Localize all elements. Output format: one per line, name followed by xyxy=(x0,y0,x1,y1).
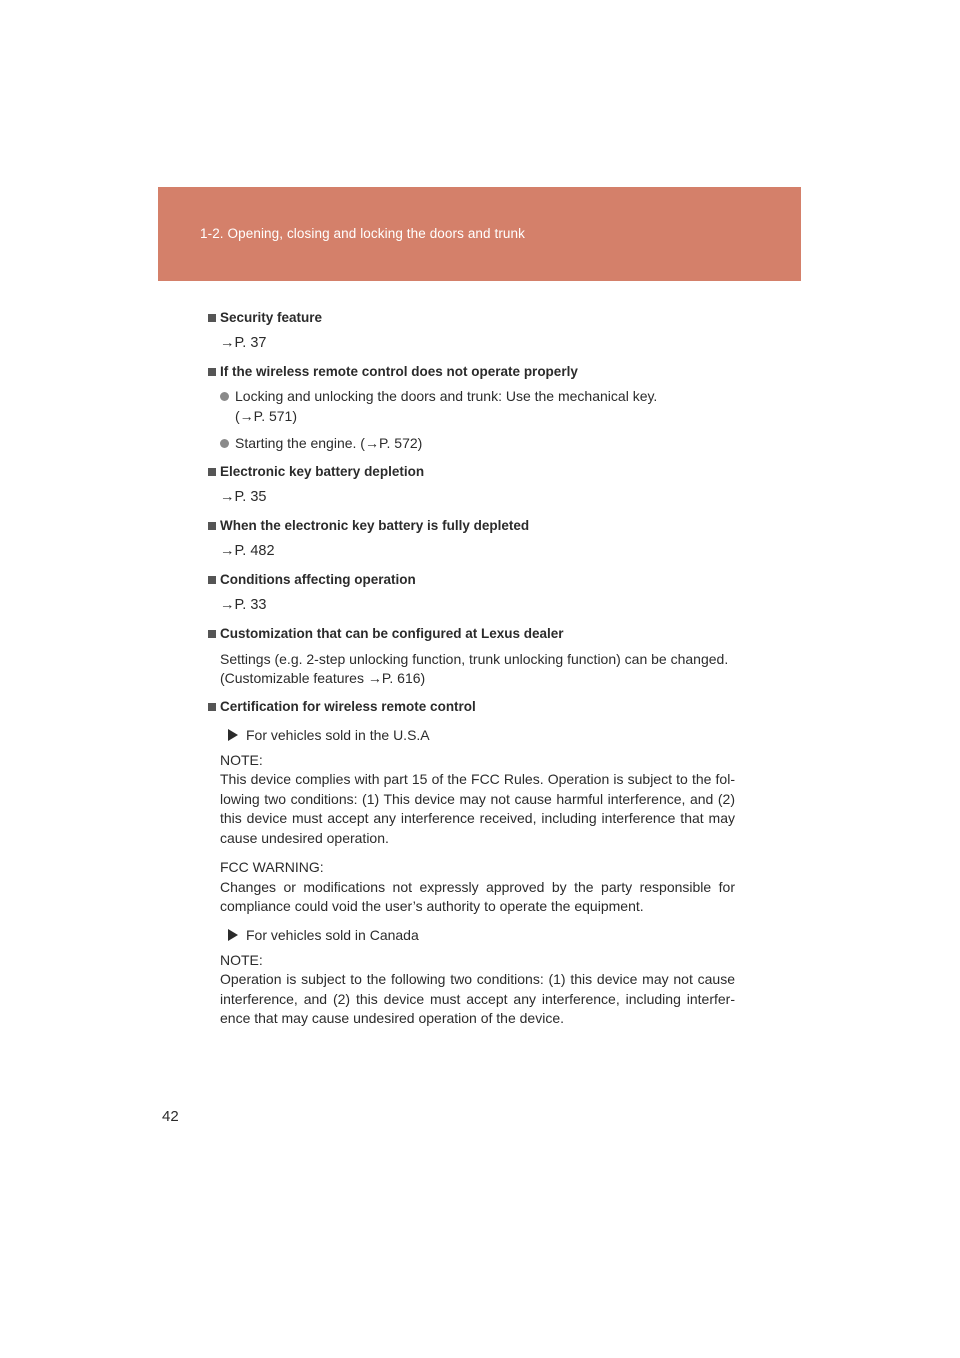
heading-battery-depleted: When the electronic key battery is fully depleted xyxy=(207,516,735,536)
square-bullet-icon xyxy=(208,468,216,476)
list-item: Locking and unlocking the doors and trunk: Use the mechanical key. (→P. 571) xyxy=(220,387,735,426)
square-bullet-icon xyxy=(208,368,216,376)
section-title: 1-2. Opening, closing and locking the doors and trunk xyxy=(200,226,526,241)
circle-bullet-icon xyxy=(220,392,229,401)
heading-conditions: Conditions affecting operation xyxy=(207,570,735,590)
reference-battery-depleted: →P. 482 xyxy=(220,542,275,559)
heading-customization: Customization that can be configured at Lexus dealer xyxy=(207,624,735,644)
customization-text: Settings (e.g. 2-step unlocking function, trunk unlocking function) can be changed. (Customizable features →P. 616) xyxy=(220,650,729,686)
heading-battery-depletion: Electronic key battery depletion xyxy=(207,462,735,482)
triangle-bullet-icon xyxy=(228,929,238,941)
triangle-bullet-icon xyxy=(228,729,238,741)
square-bullet-icon xyxy=(208,314,216,322)
reference-battery-depletion: →P. 35 xyxy=(220,488,267,505)
square-bullet-icon xyxy=(208,630,216,638)
reference-conditions: →P. 33 xyxy=(220,596,267,613)
heading-security-feature: Security feature xyxy=(207,308,735,328)
canada-label: For vehicles sold in Canada xyxy=(220,925,735,945)
canada-note: NOTE: Operation is subject to the following two conditions: (1) this device may not cause interference, and (2) this device must accept any interference, including interfer-ence that may cause undesired operation of the device. xyxy=(220,951,735,1026)
page-content xyxy=(207,308,735,1029)
usa-note: NOTE: This device complies with part 15 of the FCC Rules. Operation is subject to the fol-lowing two conditions: (1) This device may not cause harmful interference, and (2) this device must accept any interference received, including interference that may cause undesired operation. xyxy=(220,751,735,846)
section-header-band xyxy=(158,187,801,281)
square-bullet-icon xyxy=(208,522,216,530)
heading-wireless-not-operating: If the wireless remote control does not operate properly xyxy=(207,362,735,382)
reference-security: →P. 37 xyxy=(220,335,267,351)
usa-label: For vehicles sold in the U.S.A xyxy=(220,725,735,745)
square-bullet-icon xyxy=(208,703,216,711)
fcc-warning: FCC WARNING: Changes or modifications not expressly approved by the party responsible for compliance could void the user’s authority to operate the equipment. xyxy=(220,859,735,914)
circle-bullet-icon xyxy=(220,439,229,448)
heading-certification: Certification for wireless remote control xyxy=(207,697,735,717)
square-bullet-icon xyxy=(208,576,216,584)
list-item: Starting the engine. (→P. 572) xyxy=(220,434,735,454)
page-number: 42 xyxy=(162,1108,179,1125)
